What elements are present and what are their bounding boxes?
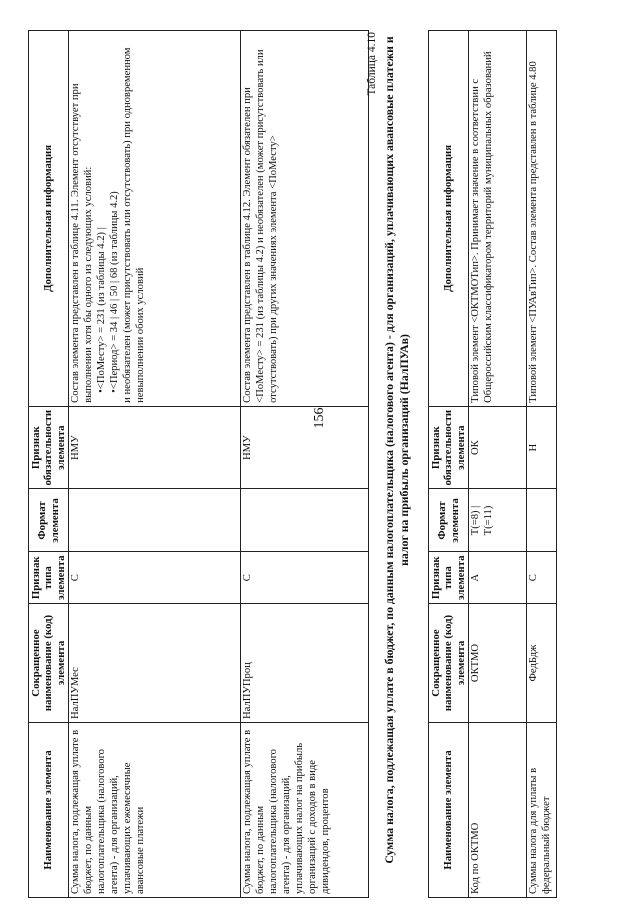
cell-requirement: НМУ — [241, 406, 369, 489]
cell-requirement: ОК — [469, 406, 527, 489]
elements-table-continued — [28, 30, 369, 898]
cell-requirement: НМУ — [69, 406, 241, 489]
elements-table-4-10 — [428, 30, 557, 898]
header-element-requirement: Признак обязательности элемента — [429, 406, 469, 489]
list-item: • <ПоМесту> = 231 (из таблицы 4.2) | — [96, 34, 109, 393]
table-row — [241, 31, 369, 898]
cell-format — [241, 489, 369, 552]
cell-type: А — [469, 552, 527, 604]
list-item: • <Период> = 34 | 46 | 50 | 68 (из таблицы 4.2) — [109, 34, 122, 393]
cell-code: НалПУПроц — [241, 604, 369, 723]
cell-type: С — [241, 552, 369, 604]
table-row — [527, 31, 557, 898]
cell-code: ОКТМО — [469, 604, 527, 723]
cell-info — [69, 31, 241, 407]
table-header-row — [29, 31, 69, 898]
table-caption-title: Сумма налога, подлежащая уплате в бюджет, по данным налогоплательщика (налогового агента) - для организаций, уплачивающих авансовые платежи и налог на прибыль организаций (НалПУАв) — [382, 36, 411, 864]
info-intro: Состав элемента представлен в таблице 4.11. Элемент отсутствует при выполнении хотя бы одного из следующих условий: — [70, 83, 95, 403]
header-element-format: Формат элемента — [429, 489, 469, 552]
cell-name: Сумма налога, подлежащая уплате в бюджет, по данным налогоплательщика (налогового агента) - для организаций, уплачивающих налог на прибыль организаций с доходов в виде дивидендов, процентов — [241, 723, 369, 898]
info-outro: и необязателен (может присутствовать или отсутствовать) при одновременном невыполнении обоих условий — [121, 47, 146, 403]
header-element-name: Наименование элемента — [29, 723, 69, 898]
cell-info: Состав элемента представлен в таблице 4.12. Элемент обязателен при <ПоМесту> = 231 (из таблицы 4.2) и необязателен (может присутствовать или отсутствовать) при других значениях элемента <ПоМесту> — [241, 31, 369, 407]
cell-format: T(=8) | T(=11) — [469, 489, 527, 552]
cell-name: Суммы налога для уплаты в федеральный бюджет — [527, 723, 557, 898]
cell-code: НалПУМес — [69, 604, 241, 723]
header-element-code: Сокращенное наименование (код) элемента — [429, 604, 469, 723]
header-additional-info: Дополнительная информация — [429, 31, 469, 407]
info-conditions-list — [96, 34, 122, 403]
table-caption-label: Таблица 4.10 — [366, 32, 378, 96]
header-element-type: Признак типа элемента — [29, 552, 69, 604]
table-row — [69, 31, 241, 898]
cell-format — [527, 489, 557, 552]
table-header-row — [429, 31, 469, 898]
cell-format — [69, 489, 241, 552]
cell-info: Типовой элемент <ПУАвТип>. Состав элемента представлен в таблице 4.80 — [527, 31, 557, 407]
cell-type: С — [527, 552, 557, 604]
cell-name: Сумма налога, подлежащая уплате в бюджет, по данным налогоплательщика (налогового агента) - для организаций, уплачивающих ежемесячные авансовые платежи — [69, 723, 241, 898]
header-element-format: Формат элемента — [29, 489, 69, 552]
cell-info: Типовой элемент <ОКТМОТип>. Принимает значение в соответствии с Общероссийским классификатором территорий муниципальных образований — [469, 31, 527, 407]
header-element-name: Наименование элемента — [429, 723, 469, 898]
header-element-requirement: Признак обязательности элемента — [29, 406, 69, 489]
header-element-type: Признак типа элемента — [429, 552, 469, 604]
header-additional-info: Дополнительная информация — [29, 31, 69, 407]
header-element-code: Сокращенное наименование (код) элемента — [29, 604, 69, 723]
page-number: 156 — [312, 407, 327, 429]
table-row — [469, 31, 527, 898]
cell-type: С — [69, 552, 241, 604]
cell-code: ФедБдж — [527, 604, 557, 723]
cell-name: Код по ОКТМО — [469, 723, 527, 898]
cell-requirement: Н — [527, 406, 557, 489]
